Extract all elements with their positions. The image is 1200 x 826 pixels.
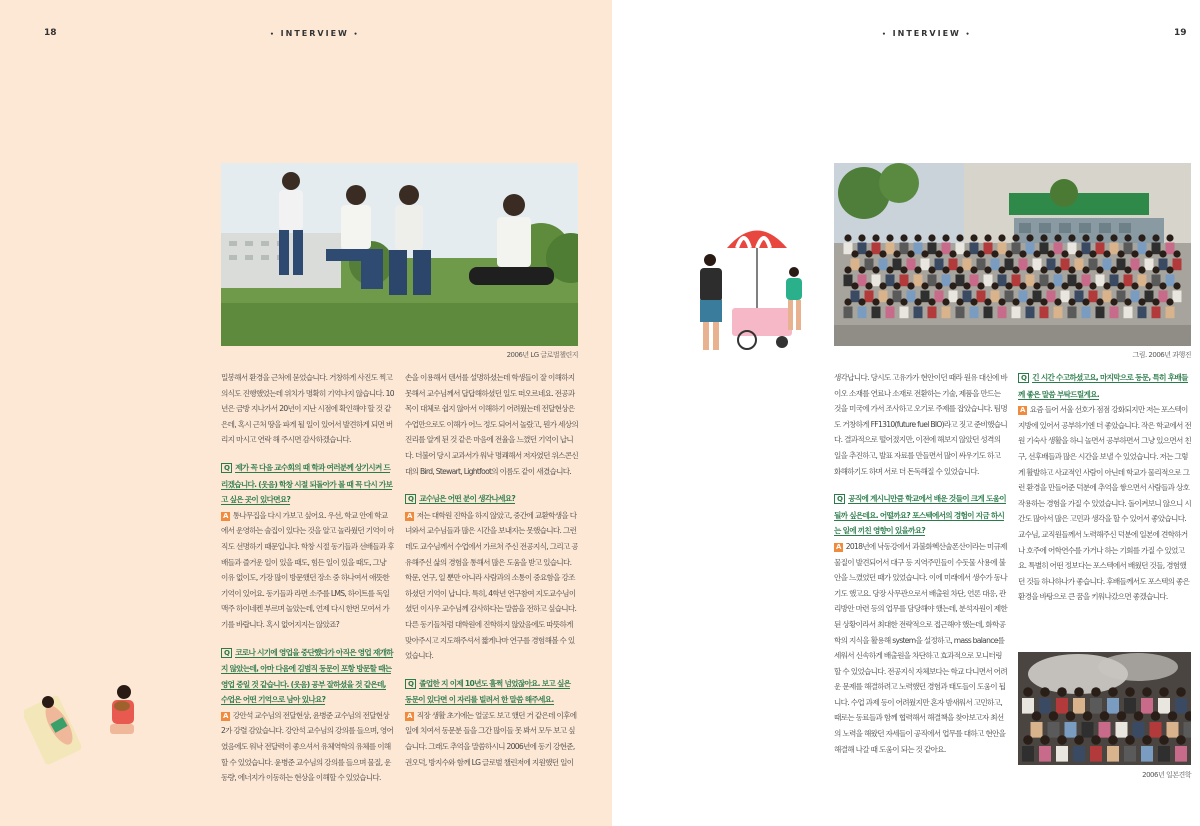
text-column-1 — [221, 370, 394, 790]
answer-mark: A — [223, 511, 228, 520]
section-header: • INTERVIEW • — [882, 29, 972, 38]
question-mark: Q — [834, 494, 845, 504]
question-mark: Q — [405, 494, 416, 504]
text-column-1 — [834, 370, 1008, 790]
japan-trip-photo — [1018, 652, 1191, 765]
question-block: Q 교수님은 어떤 분이 생각나세요? — [405, 491, 578, 508]
beach-illustration — [24, 670, 144, 774]
answer-paragraph: A 통나무집을 다시 가보고 싶어요. 우선, 학교 안에 학교에서 운영하는 술집이 있다는 것을 알고 놀라웠던 기억이 아직도 선명하기 때문입니다. 학창 시절 동기들과 선배들과 후배들과 즐거운 일이 있을 때도, 힘든 일이 있을 때도, 그냥 이유 없이도, 가장 많이 방문했던 장소 중 하나여서 애뜻한 기억이 있어요. 동기들과 라면 소주를 LMS, 하이트를 독일맥주 하이네켄 부르며 놀았는데, 언제 다시 한번 모여서 가기를 바랍니다. 혹시 없어지지는 않았죠? — [221, 510, 394, 629]
photo-caption: 그림. 2006년 과행진 — [1132, 351, 1191, 359]
right-page — [612, 0, 1200, 826]
answer-paragraph: A 요즘 들어 서울 선호가 점점 강화되지만 저는 포스텍이 지방에 있어서 공부하기엔 더 좋았습니다. 작은 학교에서 전원 기숙사 생활을 하니 놀면서 공부하면서 그냥 있으면서 친구, 선후배들과 많은 시간을 보낼 수 있었습니다. 저는 그렇게 활발하고 사교적인 사람이 아닌데 학교가 물리적으로 그런 환경을 만들어준 덕분에 추억을 쌓으면서 사람들과 상호작용하는 경험을 가질 수 있었습니다. 돌이켜보니 않으니 시간도 많아서 많은 고민과 생각을 할 수 있어서 좋았습니다. 교수님, 교직원들께서 노력해주신 덕분에 일본에 견학하거나 호주에 어학연수를 가거나 하는 기회를 가질 수 있었고요. 특별히 어떤 정보다는 포스텍에서 배웠던 것들, 경험했던 것들 하나하나가 좋습니다. 후배들께서도 포스텍의 좋은 환경을 바탕으로 큰 꿈을 키워나갔으면 좋겠습니다. — [1018, 405, 1191, 602]
text-column-2 — [405, 370, 578, 790]
answer-paragraph: A 강안석 교수님의 전달현상, 윤병준 교수님의 전달현상 2가 강렬 감았습니다. 강안석 교수님의 강의를 들으며, 영어였음에도 워낙 전달력이 좋으셔서 유체역학의 유체를 이해할 수 있었습니다. 윤병준 교수님의 강의를 들으며 물질, 운동량, 에너지가 이동하는 현상을 이해할 수 있었습니다. — [221, 710, 394, 783]
ice-cream-cart-illustration-image — [692, 218, 807, 358]
question-block: Q 코로나 시기에 영업을 중단했다가 아직은 영업 재개하지 않았는데, 아마 다음에 김범직 동문이 포항 방문할 때는 영업 중일 것 같습니다. (웃음) 공부 잘하셨을 것 같은데, 수업은 어떤 기억으로 남아 있나요? — [221, 647, 393, 705]
answer-mark: A — [407, 711, 412, 720]
question-block: Q 공직에 계시니만큼 학교에서 배운 것들이 크게 도움이 될까 싶은데요. 어떨까요? 포스텍에서의 경험이 지금 하시는 일에 끼친 영향이 있을까요? — [834, 494, 1006, 536]
ice-cream-cart-illustration — [692, 218, 807, 362]
group-photo — [834, 163, 1191, 346]
question-mark: Q — [221, 648, 232, 658]
question-mark: Q — [1018, 373, 1029, 383]
section-header: • INTERVIEW • — [270, 29, 360, 38]
japan-trip-photo-image — [1018, 652, 1191, 765]
question-block: Q 제가 꼭 다음 교수회의 때 학과 여러분께 상기시켜 드리겠습니다. (웃음) 학창 시절 되돌아가 볼 때 꼭 다시 가보고 싶은 곳이 있다면요? — [221, 462, 393, 505]
answer-paragraph: A 직장 생활 초기에는 얼굴도 보고 했던 거 같은데 이후에 일에 치여서 동문분 들을 그간 많이들 못 봐서 모두 보고 싶습니다. 그래도 추억을 말씀하시니 2006년에 동기 강현준, 권오덕, 방지수와 함께 LG 글로벌 챌린저에 지원했던 일이 — [405, 710, 577, 767]
text-column-2 — [1018, 370, 1191, 640]
body-paragraph: 밀봉해서 환경을 근처에 묻었습니다. 거창하게 사진도 찍고 의식도 진행했었는데 위치가 명확히 기억나지 않습니다. 10년은 금방 지나가서 20년이 지난 시점에 확인해야 할 것 같은데, 혹시 근처 땅을 파게 될 일이 있어서 발견하게 되면 버리지 마시고 연락 해 주시면 감사하겠습니다. — [221, 373, 394, 445]
page-number: 19 — [1174, 28, 1187, 38]
answer-mark: A — [836, 542, 841, 551]
answer-paragraph: A 2018년에 낙동강에서 과불화헥산술폰산이라는 미규제 물질이 발견되어서 대구 등 지역주민들이 수돗물 사용에 불안을 느꼈었던 때가 있었습니다. 이에 미래에서 생수가 동나기도 했고요. 당장 사무관으로서 배출원 차단, 언론 대응, 관리방안 마련 등의 업무를 담당해야 했는데, 분석자원이 제한된 상황이라서 최대한 전략적으로 접근해야 했는데, 화학공학의 지식을 활용해 system을 설정하고, mass balance를 세워서 신속하게 배출원을 차단하고 효과적으로 모니터링할 수 있었습니다. 전공지식 자체보다는 학교 다니면서 어려운 문제를 해결하려고 노력했던 경험과 태도들이 도움이 됩니다. 수업 과제 등이 어려웠지만 혼자 밤새워서 고민하고, 때로는 동료들과 함께 협력해서 해결책을 찾아보고자 최선의 노력을 해왔던 자세들이 공직에서 업무를 대하고 현안을 해결해 나갈 때 도움이 되는 것 같아요. — [834, 541, 1007, 754]
answer-mark: A — [223, 711, 228, 720]
question-block: Q 졸업한 지 이제 10년도 훌쩍 넘었잖아요. 보고 싶은 동문이 있다면 이 자리를 빌려서 한 말씀 해주세요. — [405, 678, 571, 705]
photo-caption: 2006년 일본견학 — [1142, 771, 1191, 779]
answer-mark: A — [1020, 406, 1025, 415]
group-jump-photo — [221, 163, 578, 346]
group-photo-image — [834, 163, 1191, 346]
answer-mark: A — [407, 511, 412, 520]
question-mark: Q — [221, 463, 232, 473]
group-jump-photo-image — [221, 163, 578, 346]
page-number: 18 — [44, 28, 57, 38]
body-paragraph: 생각납니다. 당시도 고유가가 현안이던 때라 원유 대신에 바이오 소재를 연료나 소재로 전환하는 기술, 제품을 만드는 것을 미국에 가서 조사하고 오기로 주제를 잡았습니다. 팀명도 거창하게 FF1310(future fuel BIO)라고 짓고 준비했습니다. 결과적으로 떨어졌지만, 이전에 해보지 않았던 성격의 일을 추진하고, 발표 자료를 만들면서 많이 싸우기도 하고 화해하기도 하며 서로 더 돈독해질 수 있었습니다. — [834, 373, 1008, 476]
body-paragraph: 손을 이용해서 텐서를 설명하셨는데 학생들이 잘 이해하지 못해서 교수님께서 답답해하셨던 일도 떠오르네요. 전공과목이 대체로 쉽지 않아서 이해하기 어려웠는데 전달현상은 수업만으로도 이해가 어느 정도 되어서 놀랐고, 뭔가 세상의 진리를 알게 된 것 같은 마음에 전율을 느꼈던 기억이 납니다. 더불어 당시 교과서가 워낙 명쾌해서 저자였던 위스콘신대의 Bird, Stewart, Lightfoot의 이름도 같이 새겼습니다. — [405, 373, 578, 476]
beach-illustration-image — [24, 670, 144, 770]
photo-caption: 2006년 LG 글로벌챌린지 — [506, 351, 578, 359]
answer-paragraph: A 저는 대학원 진학을 하지 않았고, 중간에 교환학생을 다녀와서 교수님들과 많은 시간을 보내지는 못했습니다. 그런데도 교수님께서 수업에서 가르쳐 주신 전공지식, 그리고 공유해주신 삶의 경험을 통해서 많은 도움을 받고 있습니다. 학문, 연구, 일 뿐만 아니라 사람과의 소통이 중요함을 강조하셨던 기억이 납니다. 특히, 4학년 연구참여 지도교수님이셨던 이시우 교수님께 감사하다는 말씀을 전하고 싶습니다. 다른 동기들처럼 대학원에 진학하지 않았음에도 따뜻하게 맞아주시고 지도해주셔서 짧게나마 연구를 경험해볼 수 있었습니다. — [405, 510, 578, 661]
question-block: Q 긴 시간 수고하셨고요, 마지막으로 동문, 특히 후배들께 좋은 말씀 부탁드릴게요. — [1018, 373, 1188, 399]
question-mark: Q — [405, 679, 416, 689]
